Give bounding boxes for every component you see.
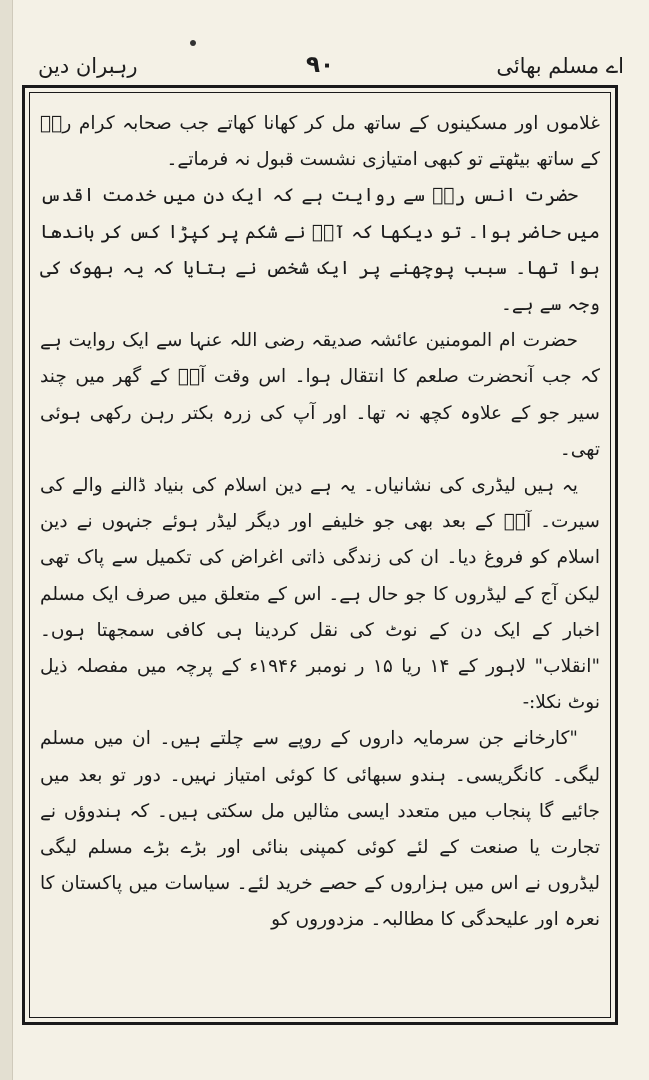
- paragraph: حضرت انس رضؓ سے روایت ہے کہ ایک دن میں خدمت اقدس میں حاضر ہوا۔ تو دیکھا کہ آپؐ نے شکم پر کپڑا کس کر باندھا ہوا تھا۔ سبب پوچھنے پر ایک شخص نے بتایا کہ یہ بھوک کی وجہ سے ہے۔: [40, 185, 600, 316]
- paragraph: یہ ہیں لیڈری کی نشانیاں۔ یہ ہے دین اسلام کی بنیاد ڈالنے والے کی سیرت۔ آپؐ کے بعد بھی جو خلیفے اور دیگر لیڈر ہوئے جنہوں نے دین اسلام کو فروغ دیا۔ ان کی زندگی ذاتی اغراض کی تکمیل سے پاک تھی لیکن آج کے لیڈروں کا جو حال ہے۔ اس کے متعلق میں صرف ایک مسلم اخبار کے ایک دن کے نوٹ کی نقل کردینا ہی کافی سمجھتا ہوں۔ "انقلاب" لاہور کے ۱۴ ریا ۱۵ ر نومبر ۱۹۴۶ء کے پرچہ میں مفصلہ ذیل نوٹ نکلا:-: [40, 475, 600, 714]
- running-title-right: اے مسلم بھائی: [496, 54, 624, 78]
- paragraph: حضرت ام المومنین عائشہ صدیقہ رضی اللہ عنہا سے ایک روایت ہے کہ جب آنحضرت صلعم کا انتقال ہوا۔ اس وقت آپؐ کے گھر میں چند سیر جو کے علاوہ کچھ نہ تھا۔ اور آپ کی زرہ بکتر رہن رکھی ہوئی تھی۔: [40, 330, 600, 460]
- page-number: ۹۰: [305, 52, 335, 78]
- paragraph: "کارخانے جن سرمایہ داروں کے روپے سے چلتے ہیں۔ ان میں مسلم لیگی۔ کانگریسی۔ ہندو سبھائی کا کوئی امتیاز نہیں۔ دور تو بعد میں جائیے گا پنجاب میں متعدد ایسی مثالیں مل سکتی ہیں۔ کہ ہندوؤں نے تجارت یا صنعت کے لئے کوئی کمپنی بنائی اور بڑے بڑے مسلم لیگی لیڈروں نے اس میں ہزاروں کے حصے خرید لئے۔ سیاسات میں پاکستان کا نعرہ اور علیحدگی کا مطالبہ۔ مزدوروں کو: [40, 728, 600, 931]
- paragraph: غلاموں اور مسکینوں کے ساتھ مل کر کھانا کھاتے جب صحابہ کرام رضؓ کے ساتھ بیٹھتے تو کبھی امتیازی نشست قبول نہ فرماتے۔: [40, 113, 600, 171]
- body-text: [40, 106, 600, 1006]
- page-header: [30, 52, 630, 88]
- binding-edge: [0, 0, 13, 1080]
- ink-speck: [190, 40, 196, 46]
- running-title-left: رہبران دین: [38, 54, 138, 78]
